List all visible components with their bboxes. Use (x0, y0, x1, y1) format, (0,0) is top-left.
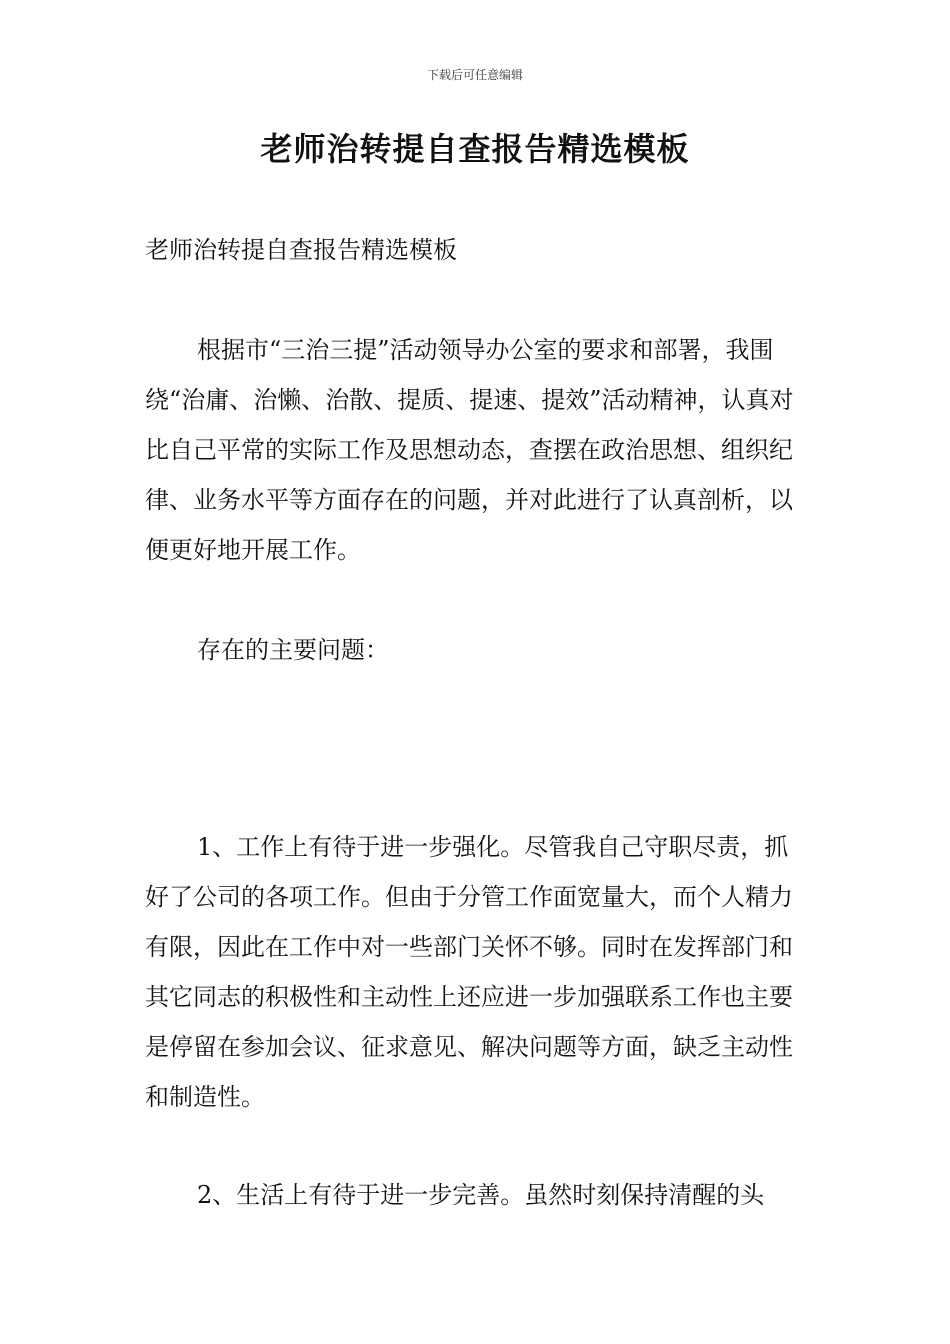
paragraph-intro (145, 325, 807, 575)
document-title: 老师治转提自查报告精选模板 (260, 130, 690, 168)
paragraph-text: 1、工作上有待于进一步强化。尽管我自己守职尽责，抓好了公司的各项工作。但由于分管工作面宽量大，而个人精力有限，因此在工作中对一些部门关怀不够。同时在发挥部门和其它同志的积极性和主动性上还应进一步加强联系工作也主要是停留在参加会议、征求意见、解决问题等方面，缺乏主动性和制造性。 (145, 833, 793, 1111)
paragraph-text: 存在的主要问题： (197, 636, 389, 664)
paragraph-issue-2 (145, 1170, 807, 1220)
paragraph-text: 根据市“三治三提”活动领导办公室的要求和部署，我围绕“治庸、治懒、治散、提质、提速、提效”活动精神，认真对比自己平常的实际工作及思想动态，查摆在政治思想、组织纪律、业务水平等方面存在的问题，并对此进行了认真剖析，以便更好地开展工作。 (145, 336, 794, 564)
paragraph-issue-1 (145, 822, 807, 1122)
paragraph-text: 2、生活上有待于进一步完善。虽然时刻保持清醒的头 (197, 1181, 765, 1209)
document-subtitle: 老师治转提自查报告精选模板 (145, 236, 457, 264)
paragraph-issues-heading (145, 625, 807, 675)
header-note: 下载后可任意编辑 (426, 68, 523, 82)
